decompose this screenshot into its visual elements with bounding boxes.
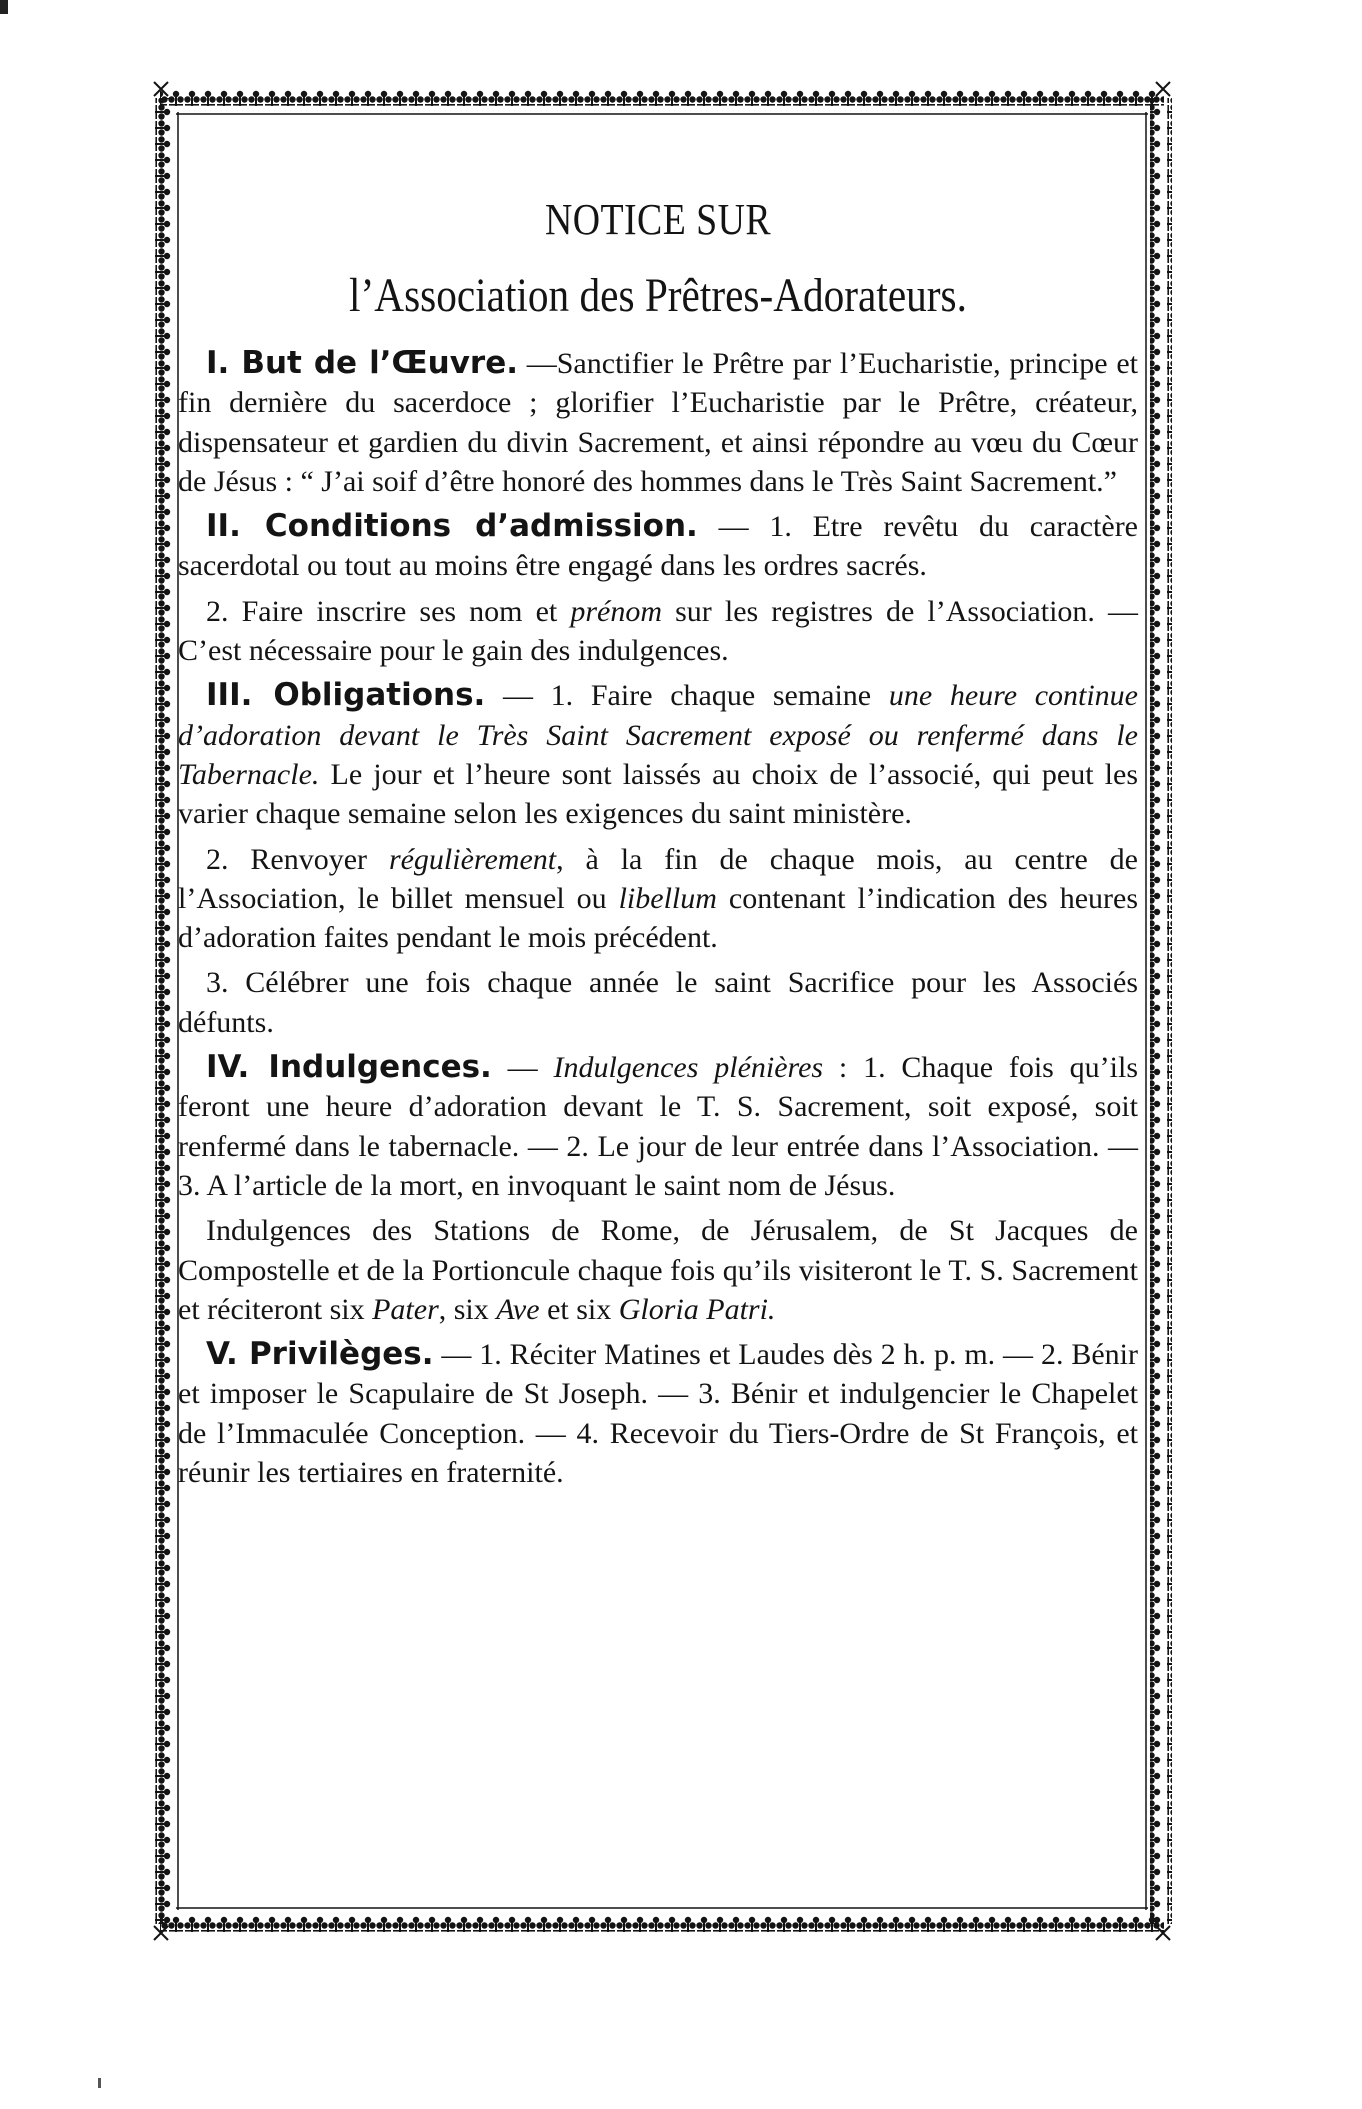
- section-heading: I. But de l’Œuvre.: [206, 345, 519, 381]
- text-run: sur les registres de l’Association. — C’est nécessaire pour le gain des indulgences.: [178, 594, 1138, 668]
- text-run: 2. Faire inscrire ses nom et: [206, 594, 571, 628]
- section-text: — 1. Réciter Matines et Laudes dès 2 h. p. m. — 2. Bénir et imposer le Scapulaire de St Joseph. — 3. Bénir et indulgencier le Chapelet de l’Immaculée Conception. — 4. Recevoir du Tiers-Ordre de St François, et réunir les tertiaires en fraternité.: [178, 1338, 1138, 1490]
- section-conditions: [178, 507, 1138, 586]
- text-run: , six: [438, 1292, 497, 1326]
- section-heading: II. Conditions d’admission.: [206, 508, 698, 545]
- section-text: —Sanctifier le Prêtre par l’Eucharistie, principe et fin dernière du sacerdoce ; glorifier l’Eucharistie par le Prêtre, créateur, dispensateur et gardien du divin Sacrement, et ainsi répondre au vœu du Cœur de Jésus : “ J’ai soif d’être honoré des hommes dans le Très Saint Sacrement.”: [178, 347, 1138, 498]
- text-run: — 1. Faire chaque semaine: [485, 679, 889, 713]
- text-run: contenant l’indication des heures d’adoration faites pendant le mois précédent.: [178, 881, 1138, 955]
- section-obligations: [178, 676, 1138, 833]
- paragraph: [178, 1211, 1138, 1329]
- page-subtitle: l’Association des Prêtres-Adorateurs.: [349, 269, 967, 322]
- section-heading: V. Privilèges.: [206, 1336, 434, 1373]
- text-run: , à la fin de chaque mois, au centre de l’Association, le billet mensuel ou: [178, 842, 1138, 915]
- notice-body: [178, 344, 1138, 1498]
- scan-speck: [98, 2078, 101, 2088]
- text-run: Indulgences des Stations de Rome, de Jérusalem, de St Jacques de Compostelle et de la Portioncule chaque fois qu’ils visiteront le T. S. Sacrement et réciteront six: [178, 1214, 1138, 1326]
- paragraph: [178, 840, 1138, 958]
- text-run: 2. Renvoyer: [206, 842, 389, 876]
- italic-run: libellum: [618, 881, 717, 915]
- italic-run: Indulgences plénières: [553, 1051, 824, 1085]
- italic-run: prénom: [570, 594, 662, 628]
- italic-run: Gloria Patri.: [618, 1292, 776, 1326]
- section-heading: III. Obligations.: [206, 677, 486, 714]
- section-text: — 1. Etre revêtu du caractère sacerdotal ou tout au moins être engagé dans les ordres sacrés.: [178, 510, 1138, 583]
- italic-run: Ave: [496, 1292, 540, 1326]
- section-heading: IV. Indulgences.: [206, 1049, 492, 1086]
- italic-run: régulièrement: [388, 842, 557, 876]
- paragraph: 3. Célébrer une fois chaque année le saint Sacrifice pour les Associés défunts.: [178, 966, 1138, 1039]
- page-title: NOTICE SUR: [544, 195, 772, 244]
- scan-speck: [0, 0, 8, 14]
- section-indulgences: [178, 1048, 1138, 1205]
- paragraph: [178, 592, 1138, 671]
- section-but: [178, 344, 1138, 501]
- text-run: Le jour et l’heure sont laissés au choix de l’associé, qui peut les varier chaque semaine selon les exigences du saint ministère.: [178, 757, 1138, 831]
- text-run: —: [491, 1051, 554, 1085]
- section-privileges: [178, 1335, 1138, 1492]
- italic-run: Pater: [372, 1292, 439, 1326]
- text-run: : 1. Chaque fois qu’ils feront une heure d’adoration devant le T. S. Sacrement, soit exposé, soit renfermé dans le tabernacle. — 2. Le jour de leur entrée dans l’Association. — 3. A l’article de la mort, en invoquant le saint nom de Jésus.: [178, 1051, 1138, 1202]
- italic-run: une heure continue d’adoration devant le Très Saint Sacrement exposé ou renfermé dans le Tabernacle.: [178, 679, 1138, 791]
- text-run: et six: [539, 1292, 619, 1326]
